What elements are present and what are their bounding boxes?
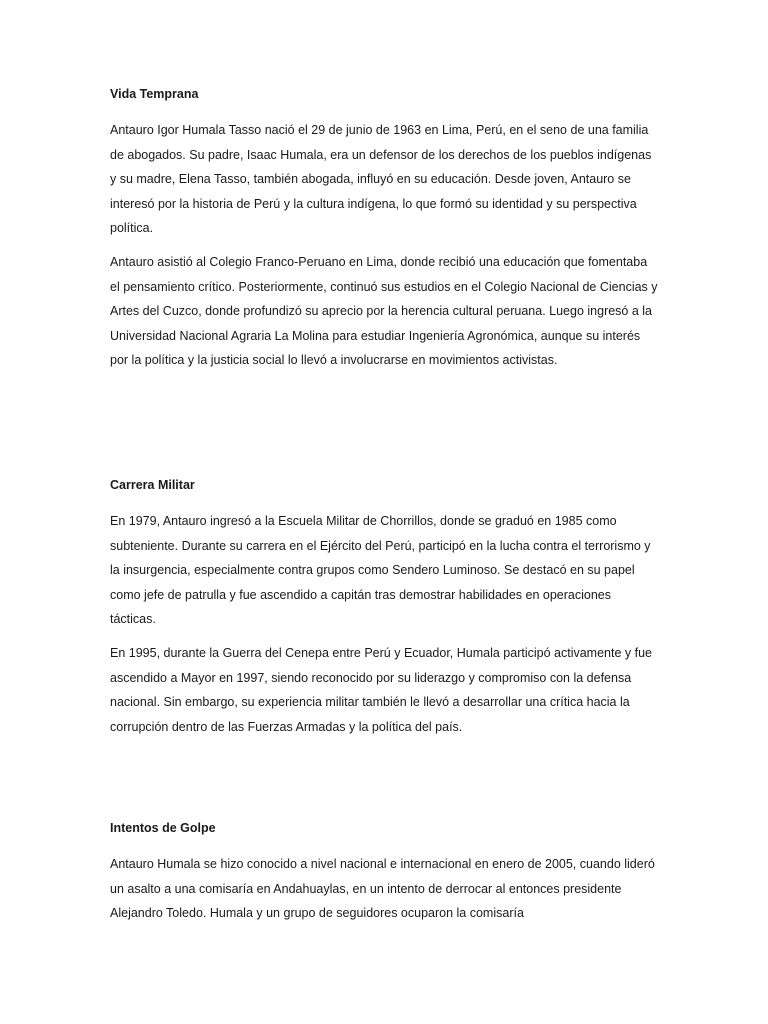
section-title: Intentos de Golpe bbox=[110, 821, 216, 835]
paragraph: En 1979, Antauro ingresó a la Escuela Militar de Chorrillos, donde se graduó en 1985 como subteniente. Durante su carrera en el Ejército del Perú, participó en la lucha contra el terrorismo y la insurgencia, especialmente contra grupos como Sendero Luminoso. Se destacó en su papel como jefe de patrulla y fue ascendido a capitán tras demostrar habilidades en operaciones tácticas. bbox=[110, 514, 651, 627]
paragraph: Antauro Igor Humala Tasso nació el 29 de junio de 1963 en Lima, Perú, en el seno de una familia de abogados. Su padre, Isaac Humala, era un defensor de los derechos de los pueblos indígenas y su madre, Elena Tasso, también abogada, influyó en su educación. Desde joven, Antauro se interesó por la historia de Perú y la cultura indígena, lo que formó su identidad y su perspectiva política. bbox=[110, 123, 652, 236]
section-intentos-de-golpe bbox=[110, 818, 658, 935]
paragraph: Antauro Humala se hizo conocido a nivel nacional e internacional en enero de 2005, cuando lideró un asalto a una comisaría en Andahuaylas, en un intento de derrocar al entonces presidente Alejandro Toledo. Humala y un grupo de seguidores ocuparon la comisaría bbox=[110, 857, 655, 921]
section-title: Carrera Militar bbox=[110, 478, 195, 492]
paragraph: Antauro asistió al Colegio Franco-Peruano en Lima, donde recibió una educación que fomentaba el pensamiento crítico. Posteriormente, continuó sus estudios en el Colegio Nacional de Ciencias y Artes del Cuzco, donde profundizó su aprecio por la herencia cultural peruana. Luego ingresó a la Universidad Nacional Agraria La Molina para estudiar Ingeniería Agronómica, aunque su interés por la política y la justicia social lo llevó a involucrarse en movimientos activistas. bbox=[110, 254, 658, 368]
section-vida-temprana bbox=[110, 84, 658, 382]
section-title: Vida Temprana bbox=[110, 87, 199, 101]
section-carrera-militar bbox=[110, 475, 658, 748]
paragraph: En 1995, durante la Guerra del Cenepa entre Perú y Ecuador, Humala participó activamente y fue ascendido a Mayor en 1997, siendo reconocido por su liderazgo y compromiso con la defensa nacional. Sin embargo, su experiencia militar también le llevó a desarrollar una crítica hacia la corrupción dentro de las Fuerzas Armadas y la política del país. bbox=[110, 645, 652, 734]
